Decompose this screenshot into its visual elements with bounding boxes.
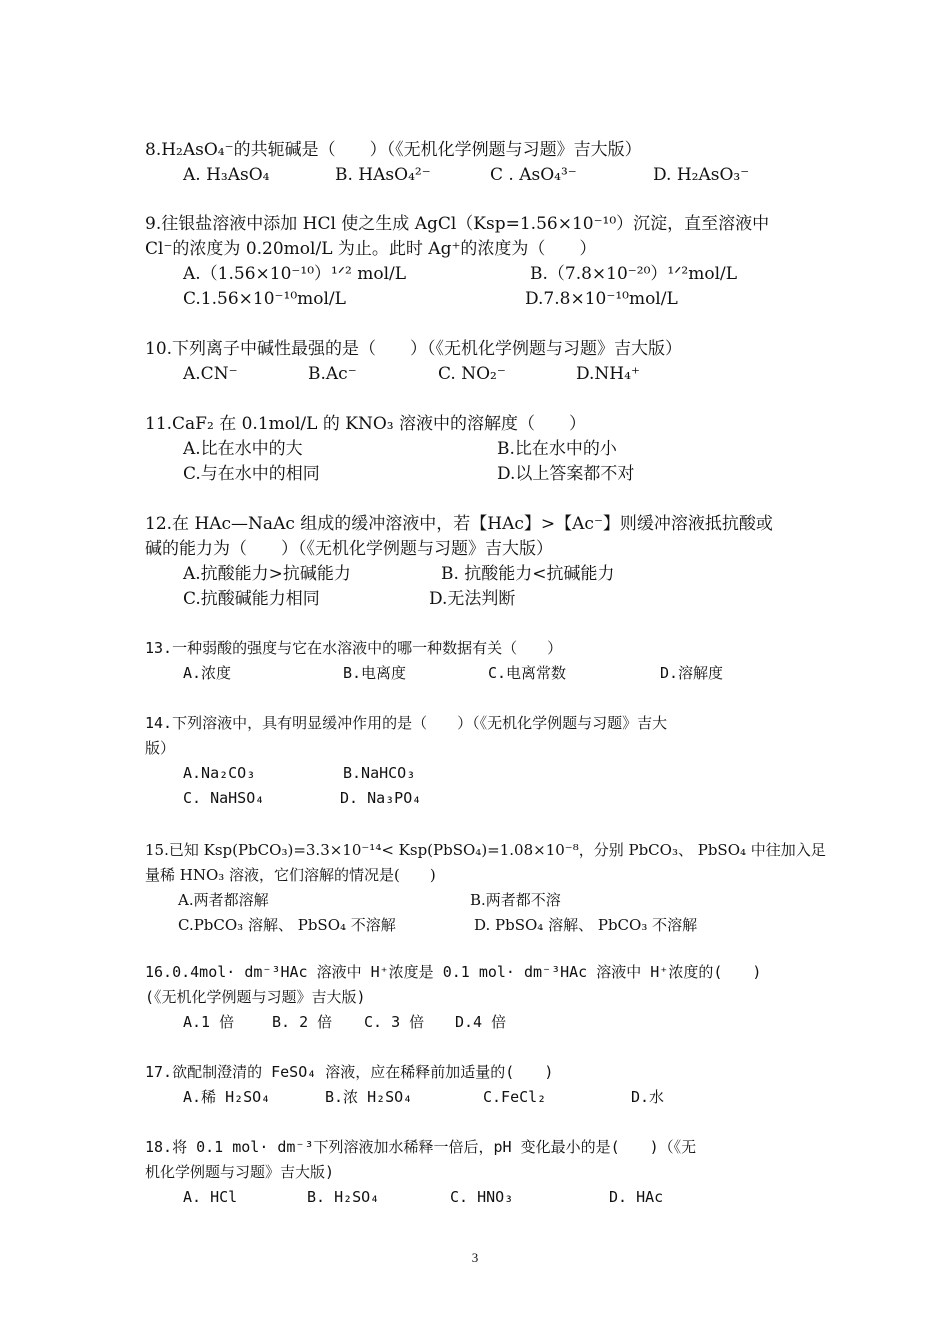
option-c: C.PbCO₃ 溶解、 PbSO₄ 不溶解 bbox=[178, 916, 396, 934]
option-d: D. HAc bbox=[609, 1188, 664, 1206]
option-b: B. 抗酸能力<抗碱能力 bbox=[441, 564, 615, 584]
option-a: A.稀 H₂SO₄ bbox=[183, 1088, 271, 1106]
question-options bbox=[145, 262, 810, 287]
question-options bbox=[145, 562, 810, 587]
question-options bbox=[145, 462, 810, 487]
option-d: D. PbSO₄ 溶解、 PbCO₃ 不溶解 bbox=[474, 916, 698, 934]
option-b: B.浓 H₂SO₄ bbox=[325, 1088, 413, 1106]
option-c: C.FeCl₂ bbox=[483, 1088, 547, 1106]
option-b: B.两者都不溶 bbox=[470, 891, 561, 909]
question-options bbox=[145, 888, 810, 913]
question-stem-line: 量稀 HNO₃ 溶液，它们溶解的情况是( ) bbox=[145, 866, 436, 884]
option-d: D. Na₃PO₄ bbox=[340, 789, 422, 807]
question-options bbox=[145, 587, 810, 612]
option-c: C . AsO₄³⁻ bbox=[490, 165, 577, 185]
question-stem-line: 18.将 0.1 mol· dm⁻³下列溶液加水稀释一倍后，pH 变化最小的是( )（《无 bbox=[145, 1138, 697, 1156]
question-stem: 8.H₂AsO₄⁻的共轭碱是（ ）（《无机化学例题与习题》吉大版） bbox=[145, 140, 642, 160]
question-stem-line: 机化学例题与习题》吉大版) bbox=[145, 1163, 335, 1181]
question-options bbox=[145, 913, 810, 938]
question-stem: 10.下列离子中碱性最强的是（ ）（《无机化学例题与习题》吉大版） bbox=[145, 339, 683, 359]
question-10 bbox=[145, 337, 810, 387]
option-a: A.1 倍 bbox=[183, 1013, 235, 1031]
question-8 bbox=[145, 138, 810, 188]
question-17 bbox=[145, 1060, 810, 1110]
question-stem: 17.欲配制澄清的 FeSO₄ 溶液，应在稀释前加适量的( ) bbox=[145, 1063, 554, 1081]
question-options bbox=[145, 287, 810, 312]
question-stem-line: 16.0.4mol· dm⁻³HAc 溶液中 H⁺浓度是 0.1 mol· dm⁻³HAc 溶液中 H⁺浓度的( ) bbox=[145, 963, 762, 981]
option-c: C. HNO₃ bbox=[450, 1188, 514, 1206]
option-d: D.水 bbox=[631, 1088, 665, 1106]
option-a: A.浓度 bbox=[183, 664, 232, 682]
option-a: A.Na₂CO₃ bbox=[183, 764, 256, 782]
option-d: D.NH₄⁺ bbox=[576, 364, 640, 384]
option-b: B.电离度 bbox=[343, 664, 407, 682]
question-18 bbox=[145, 1135, 810, 1210]
question-11 bbox=[145, 412, 810, 487]
page-number: 3 bbox=[471, 1250, 479, 1265]
option-b: B.NaHCO₃ bbox=[343, 764, 416, 782]
option-d: D.7.8×10⁻¹⁰mol/L bbox=[525, 289, 678, 309]
question-9 bbox=[145, 212, 810, 312]
question-options bbox=[145, 1085, 810, 1110]
question-stem-line: 12.在 HAc—NaAc 组成的缓冲溶液中，若【HAc】>【Ac⁻】则缓冲溶液抵抗酸或 bbox=[145, 514, 773, 534]
question-options bbox=[145, 163, 810, 188]
option-b: B.（7.8×10⁻²⁰）¹ᐟ²mol/L bbox=[530, 264, 738, 284]
question-13 bbox=[145, 636, 810, 686]
question-options bbox=[145, 761, 810, 786]
question-stem-line: 版） bbox=[145, 739, 176, 757]
option-a: A.两者都溶解 bbox=[178, 891, 269, 909]
question-stem-line: 碱的能力为（ ）（《无机化学例题与习题》吉大版） bbox=[145, 539, 553, 559]
option-b: B. HAsO₄²⁻ bbox=[335, 165, 431, 185]
question-options bbox=[145, 661, 810, 686]
question-stem-line: 15.已知 Ksp(PbCO₃)=3.3×10⁻¹⁴< Ksp(PbSO₄)=1.08×10⁻⁸，分别 PbCO₃、 PbSO₄ 中往加入足 bbox=[145, 841, 826, 859]
option-c: C.抗酸碱能力相同 bbox=[183, 589, 320, 609]
option-a: A.CN⁻ bbox=[183, 364, 238, 384]
option-d: D.溶解度 bbox=[660, 664, 724, 682]
option-a: A.比在水中的大 bbox=[183, 439, 303, 459]
question-options bbox=[145, 437, 810, 462]
question-stem-line: 14.下列溶液中，具有明显缓冲作用的是（ ）（《无机化学例题与习题》吉大 bbox=[145, 714, 668, 732]
option-c: C.与在水中的相同 bbox=[183, 464, 320, 484]
question-14 bbox=[145, 711, 810, 811]
question-15 bbox=[145, 838, 826, 938]
option-a: A. HCl bbox=[183, 1188, 238, 1206]
question-stem-line: 9.往银盐溶液中添加 HCl 使之生成 AgCl（Ksp=1.56×10⁻¹⁰）沉淀，直至溶液中 bbox=[145, 214, 770, 234]
question-stem-line: (《无机化学例题与习题》吉大版) bbox=[145, 988, 366, 1006]
option-d: D.4 倍 bbox=[455, 1013, 507, 1031]
option-c: C.电离常数 bbox=[488, 664, 567, 682]
option-c: C.1.56×10⁻¹⁰mol/L bbox=[183, 289, 346, 309]
question-stem: 11.CaF₂ 在 0.1mol/L 的 KNO₃ 溶液中的溶解度（ ） bbox=[145, 414, 586, 434]
option-a: A.（1.56×10⁻¹⁰）¹ᐟ² mol/L bbox=[183, 264, 407, 284]
option-d: D.无法判断 bbox=[429, 589, 516, 609]
question-options bbox=[145, 786, 810, 811]
option-c: C. NaHSO₄ bbox=[183, 789, 265, 807]
option-b: B. H₂SO₄ bbox=[307, 1188, 380, 1206]
option-a: A. H₃AsO₄ bbox=[183, 165, 270, 185]
question-options bbox=[145, 1185, 810, 1210]
question-options bbox=[145, 1010, 810, 1035]
option-b: B.比在水中的小 bbox=[497, 439, 617, 459]
question-16 bbox=[145, 960, 810, 1035]
option-b: B.Ac⁻ bbox=[308, 364, 357, 384]
option-b: B. 2 倍 bbox=[272, 1013, 333, 1031]
option-c: C. 3 倍 bbox=[364, 1013, 425, 1031]
option-a: A.抗酸能力>抗碱能力 bbox=[183, 564, 351, 584]
question-stem: 13.一种弱酸的强度与它在水溶液中的哪一种数据有关（ ） bbox=[145, 639, 563, 657]
question-options bbox=[145, 362, 810, 387]
question-stem-line: Cl⁻的浓度为 0.20mol/L 为止。此时 Ag⁺的浓度为（ ） bbox=[145, 239, 597, 259]
option-d: D.以上答案都不对 bbox=[497, 464, 635, 484]
option-c: C. NO₂⁻ bbox=[438, 364, 506, 384]
question-12 bbox=[145, 512, 810, 612]
option-d: D. H₂AsO₃⁻ bbox=[653, 165, 750, 185]
